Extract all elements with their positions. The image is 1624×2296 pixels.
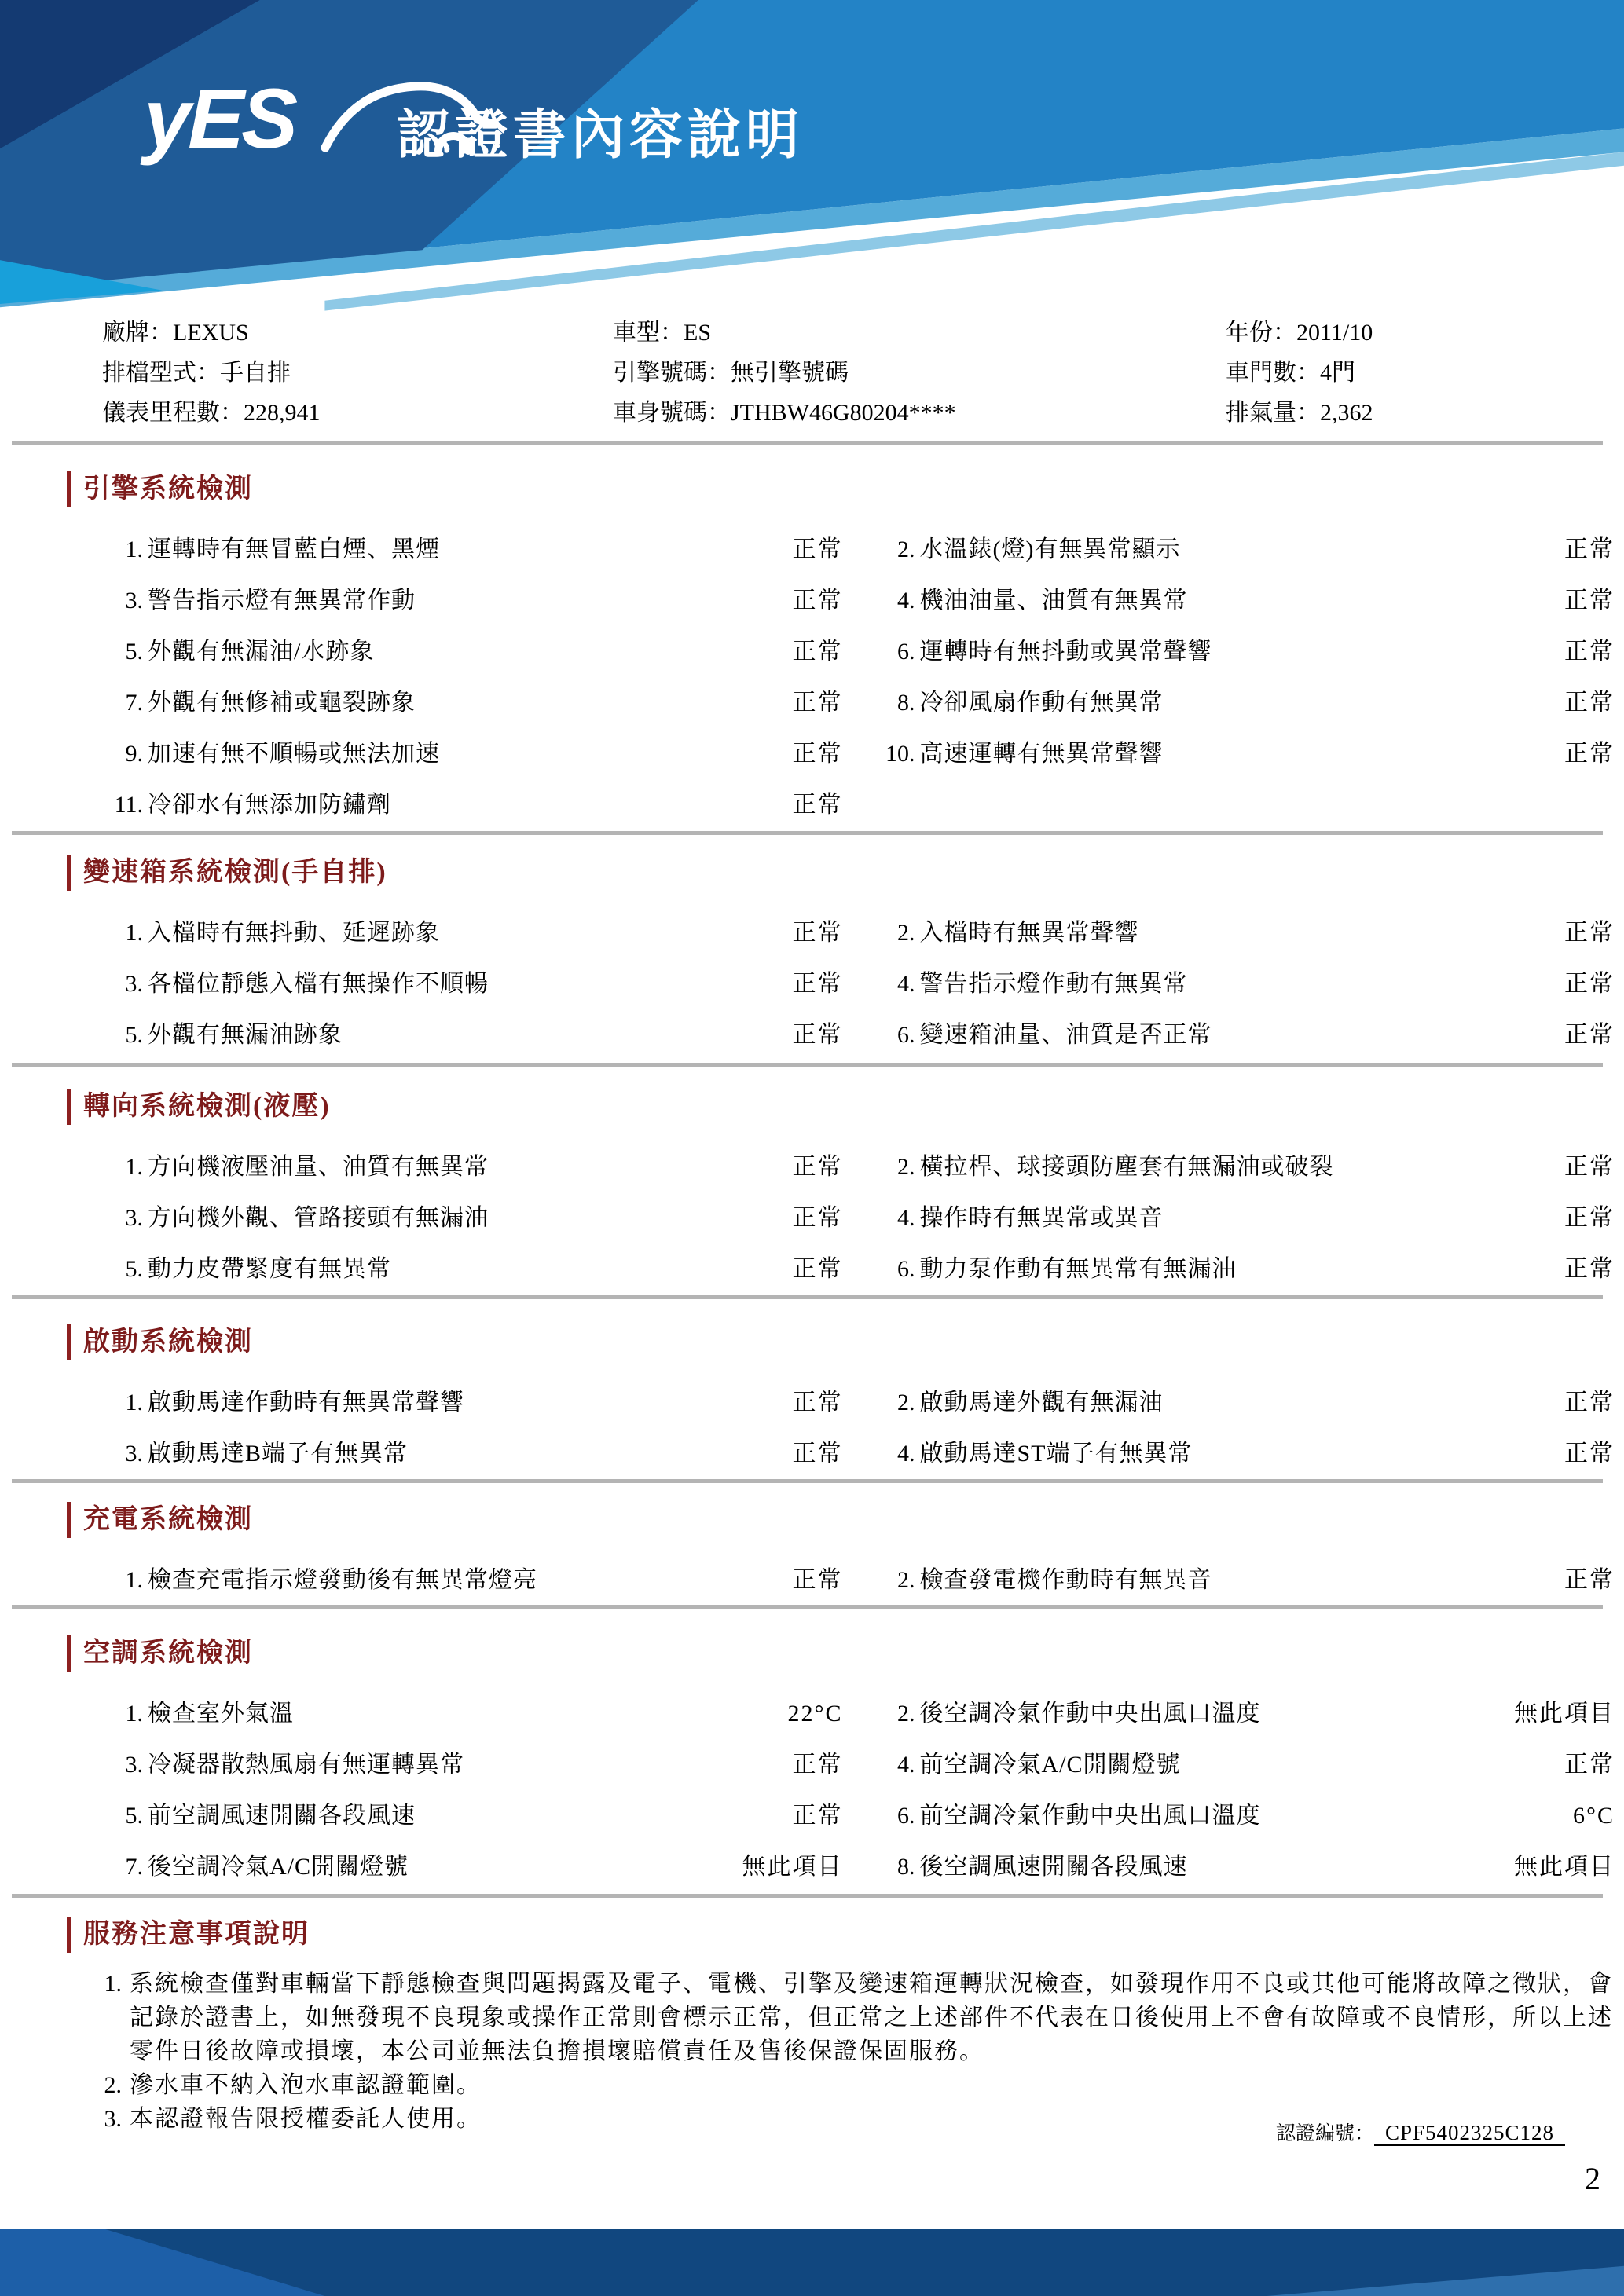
section-charging <box>67 1502 1615 1594</box>
item-text: 冷卻水有無添加防鏽劑 <box>148 792 391 818</box>
item-number: 4. <box>897 1752 915 1778</box>
item-number: 5. <box>125 639 143 665</box>
inspection-item <box>874 1204 1615 1232</box>
note-number: 3. <box>104 2106 122 2132</box>
item-number: 1. <box>125 920 143 946</box>
section-title: 啟動系統檢測 <box>67 1324 1615 1360</box>
divider <box>12 1479 1603 1483</box>
inspection-items <box>67 1389 1615 1467</box>
item-number: 3. <box>125 1441 143 1467</box>
item-number: 2. <box>897 1390 915 1415</box>
item-number: 4. <box>897 971 915 997</box>
item-number: 1. <box>125 1567 143 1593</box>
item-value: 正常 <box>792 741 843 767</box>
item-value: 正常 <box>792 1022 843 1048</box>
item-number: 5. <box>125 1803 143 1829</box>
item-number: 5. <box>125 1022 143 1048</box>
divider <box>12 1894 1603 1898</box>
item-text: 啟動馬達外觀有無漏油 <box>919 1390 1164 1415</box>
section-air-conditioning <box>67 1635 1615 1880</box>
item-number: 2. <box>897 536 915 562</box>
item-value: 無此項目 <box>1514 1854 1615 1880</box>
item-number: 5. <box>125 1256 143 1282</box>
item-value: 正常 <box>1564 1256 1615 1282</box>
item-number: 1. <box>125 1701 143 1727</box>
item-value: 正常 <box>792 536 843 562</box>
section-title: 轉向系統檢測(液壓) <box>67 1089 1615 1125</box>
vehicle-info-row <box>102 313 1615 353</box>
item-text: 後空調冷氣A/C開關燈號 <box>148 1854 409 1880</box>
inspection-item <box>102 1700 843 1727</box>
item-text: 檢查發電機作動時有無異音 <box>919 1567 1212 1593</box>
section-starting <box>67 1324 1615 1467</box>
item-value: 正常 <box>792 1803 843 1829</box>
item-text: 後空調冷氣作動中央出風口溫度 <box>919 1701 1261 1727</box>
item-text: 後空調風速開關各段風速 <box>919 1854 1188 1880</box>
inspection-item <box>102 1802 843 1829</box>
inspection-item <box>874 587 1615 614</box>
item-text: 檢查室外氣溫 <box>148 1701 294 1727</box>
notes-list <box>67 1967 1615 2136</box>
item-number: 1. <box>125 1154 143 1180</box>
item-number: 1. <box>125 1390 143 1415</box>
item-text: 橫拉桿、球接頭防塵套有無漏油或破裂 <box>919 1154 1334 1180</box>
inspection-item <box>874 970 1615 998</box>
item-value: 正常 <box>792 1441 843 1467</box>
inspection-item <box>102 1853 843 1880</box>
item-text: 啟動馬達ST端子有無異常 <box>919 1441 1193 1467</box>
inspection-item <box>874 1802 1615 1829</box>
item-value: 正常 <box>1564 920 1615 946</box>
item-value: 正常 <box>1564 536 1615 562</box>
inspection-item <box>874 1021 1615 1049</box>
section-transmission <box>67 855 1615 1049</box>
item-number: 2. <box>897 1567 915 1593</box>
item-text: 警告指示燈有無異常作動 <box>148 588 416 613</box>
item-text: 方向機外觀、管路接頭有無漏油 <box>148 1205 489 1231</box>
item-text: 啟動馬達作動時有無異常聲響 <box>148 1390 464 1415</box>
inspection-items <box>67 919 1615 1049</box>
vehicle-info <box>102 313 1615 433</box>
item-value: 正常 <box>792 1205 843 1231</box>
item-number: 8. <box>897 1854 915 1880</box>
item-value: 正常 <box>792 1567 843 1593</box>
vehicle-info-row <box>102 353 1615 393</box>
inspection-item <box>874 536 1615 563</box>
item-number: 1. <box>125 536 143 562</box>
inspection-items <box>67 1153 1615 1283</box>
page-title: 認證書內容說明 <box>397 105 805 165</box>
item-value: 正常 <box>1564 971 1615 997</box>
inspection-item <box>102 689 843 716</box>
inspection-item <box>102 970 843 998</box>
item-number: 3. <box>125 971 143 997</box>
item-text: 各檔位靜態入檔有無操作不順暢 <box>148 971 489 997</box>
item-text: 水溫錶(燈)有無異常顯示 <box>919 536 1181 562</box>
item-number: 6. <box>897 639 915 665</box>
vehicle-info-row <box>102 393 1615 433</box>
inspection-item <box>102 1153 843 1181</box>
item-value: 正常 <box>792 920 843 946</box>
item-text: 啟動馬達B端子有無異常 <box>148 1441 409 1467</box>
cert-number: CPF5402325C128 <box>1374 2121 1565 2146</box>
divider <box>12 1605 1603 1609</box>
item-number: 7. <box>125 690 143 716</box>
inspection-item <box>874 1153 1615 1181</box>
item-text: 警告指示燈作動有無異常 <box>919 971 1188 997</box>
item-number: 2. <box>897 1701 915 1727</box>
item-text: 外觀有無漏油/水跡象 <box>148 639 375 665</box>
info-vin: 車身號碼：JTHBW46G80204**** <box>613 400 956 426</box>
divider <box>12 1063 1603 1067</box>
note-text: 本認證報告限授權委託人使用。 <box>130 2106 482 2132</box>
item-value: 正常 <box>1564 1567 1615 1593</box>
item-text: 前空調風速開關各段風速 <box>148 1803 416 1829</box>
item-value: 正常 <box>1564 690 1615 716</box>
item-text: 外觀有無修補或龜裂跡象 <box>148 690 416 716</box>
item-value: 正常 <box>1564 1022 1615 1048</box>
item-value: 正常 <box>792 1256 843 1282</box>
item-number: 3. <box>125 1205 143 1231</box>
item-value: 正常 <box>792 1752 843 1778</box>
info-mileage: 儀表里程數：228,941 <box>102 400 321 426</box>
yes-logo: yES <box>144 71 295 166</box>
inspection-item <box>874 740 1615 767</box>
inspection-item <box>102 1751 843 1778</box>
inspection-item <box>874 1389 1615 1416</box>
info-year: 年份：2011/10 <box>1226 320 1373 346</box>
item-number: 6. <box>897 1803 915 1829</box>
page-number: 2 <box>1585 2161 1600 2196</box>
item-text: 入檔時有無異常聲響 <box>919 920 1139 946</box>
inspection-item <box>102 638 843 665</box>
note-text: 滲水車不納入泡水車認證範圍。 <box>130 2072 482 2098</box>
divider <box>12 831 1603 835</box>
divider <box>12 1295 1603 1299</box>
item-text: 機油油量、油質有無異常 <box>919 588 1188 613</box>
cert-label: 認證編號： <box>1275 2123 1374 2144</box>
item-value: 正常 <box>792 588 843 613</box>
item-value: 無此項目 <box>1514 1701 1615 1727</box>
inspection-item <box>874 1440 1615 1467</box>
inspection-item <box>874 919 1615 947</box>
section-title: 引擎系統檢測 <box>67 471 1615 507</box>
item-text: 動力皮帶緊度有無異常 <box>148 1256 391 1282</box>
section-title: 服務注意事項說明 <box>67 1917 1615 1953</box>
inspection-item <box>102 1566 843 1594</box>
item-text: 運轉時有無抖動或異常聲響 <box>919 639 1212 665</box>
info-model: 車型：ES <box>613 320 712 346</box>
inspection-item <box>102 791 843 818</box>
item-text: 檢查充電指示燈發動後有無異常燈亮 <box>148 1567 537 1593</box>
info-engine-no: 引擎號碼：無引擎號碼 <box>613 360 849 386</box>
note-number: 1. <box>104 1971 122 1997</box>
item-number: 8. <box>897 690 915 716</box>
item-text: 前空調冷氣作動中央出風口溫度 <box>919 1803 1261 1829</box>
item-text: 冷凝器散熱風扇有無運轉異常 <box>148 1752 464 1778</box>
item-value: 正常 <box>792 1390 843 1415</box>
inspection-item <box>102 536 843 563</box>
item-value: 正常 <box>792 639 843 665</box>
section-title: 充電系統檢測 <box>67 1502 1615 1538</box>
section-steering <box>67 1089 1615 1283</box>
inspection-item <box>102 1255 843 1283</box>
item-number: 10. <box>885 741 915 767</box>
item-value: 正常 <box>1564 1390 1615 1415</box>
inspection-items <box>67 1700 1615 1880</box>
item-text: 加速有無不順暢或無法加速 <box>148 741 440 767</box>
item-number: 4. <box>897 588 915 613</box>
item-value: 正常 <box>1564 1205 1615 1231</box>
inspection-item <box>102 1440 843 1467</box>
inspection-item <box>874 1751 1615 1778</box>
inspection-item <box>874 1700 1615 1727</box>
inspection-item <box>102 1021 843 1049</box>
item-number: 4. <box>897 1441 915 1467</box>
item-value: 6°C <box>1572 1803 1615 1829</box>
inspection-items <box>67 1566 1615 1594</box>
item-number: 9. <box>125 741 143 767</box>
item-value: 正常 <box>792 792 843 818</box>
inspection-item <box>874 638 1615 665</box>
item-text: 冷卻風扇作動有無異常 <box>919 690 1164 716</box>
note-item <box>89 2068 1615 2102</box>
item-text: 方向機液壓油量、油質有無異常 <box>148 1154 489 1180</box>
item-value: 正常 <box>1564 639 1615 665</box>
inspection-item <box>874 689 1615 716</box>
inspection-item <box>102 1204 843 1232</box>
note-item <box>89 1967 1615 2068</box>
item-text: 操作時有無異常或異音 <box>919 1205 1164 1231</box>
item-value: 正常 <box>792 690 843 716</box>
info-gearbox: 排檔型式：手自排 <box>102 360 291 386</box>
item-text: 前空調冷氣A/C開關燈號 <box>919 1752 1181 1778</box>
item-number: 3. <box>125 588 143 613</box>
item-number: 6. <box>897 1022 915 1048</box>
footer-banner <box>0 2229 1624 2296</box>
inspection-item <box>874 1853 1615 1880</box>
item-number: 6. <box>897 1256 915 1282</box>
section-engine <box>67 471 1615 818</box>
cert-number-line <box>1276 2118 1565 2146</box>
item-text: 高速運轉有無異常聲響 <box>919 741 1164 767</box>
item-value: 正常 <box>1564 1441 1615 1467</box>
inspection-item <box>874 1255 1615 1283</box>
item-value: 正常 <box>792 1154 843 1180</box>
item-number: 3. <box>125 1752 143 1778</box>
item-text: 運轉時有無冒藍白煙、黑煙 <box>148 536 440 562</box>
divider <box>12 441 1603 445</box>
note-text: 系統檢查僅對車輛當下靜態檢查與問題揭露及電子、電機、引擎及變速箱運轉狀況檢查，如發現作用不良或其他可能將故障之徵狀，會記錄於證書上，如無發現不良現象或操作正常則會標示正常，但正常之上述部件不代表在日後使用上不會有故障或不良情形，所以上述零件日後故障或損壞，本公司並無法負擔損壞賠償責任及售後保證保固服務。 <box>130 1971 1613 2064</box>
item-number: 4. <box>897 1205 915 1231</box>
item-value: 22°C <box>787 1701 843 1727</box>
item-value: 正常 <box>1564 1752 1615 1778</box>
item-value: 正常 <box>1564 588 1615 613</box>
section-service-notes <box>67 1917 1615 2136</box>
item-text: 入檔時有無抖動、延遲跡象 <box>148 920 440 946</box>
section-title: 變速箱系統檢測(手自排) <box>67 855 1615 891</box>
item-value: 無此項目 <box>742 1854 843 1880</box>
item-value: 正常 <box>1564 741 1615 767</box>
section-title: 空調系統檢測 <box>67 1635 1615 1672</box>
inspection-item <box>102 1389 843 1416</box>
item-value: 正常 <box>792 971 843 997</box>
item-number: 2. <box>897 1154 915 1180</box>
info-brand: 廠牌：LEXUS <box>102 320 249 346</box>
item-number: 7. <box>125 1854 143 1880</box>
info-displacement: 排氣量：2,362 <box>1226 400 1373 426</box>
header-banner <box>0 0 1624 338</box>
item-text: 變速箱油量、油質是否正常 <box>919 1022 1212 1048</box>
inspection-item <box>102 919 843 947</box>
item-text: 外觀有無漏油跡象 <box>148 1022 343 1048</box>
item-number: 11. <box>114 792 143 818</box>
inspection-items <box>67 536 1615 818</box>
inspection-item <box>102 587 843 614</box>
item-text: 動力泵作動有無異常有無漏油 <box>919 1256 1237 1282</box>
note-number: 2. <box>104 2072 122 2098</box>
info-doors: 車門數：4門 <box>1226 360 1355 386</box>
item-number: 2. <box>897 920 915 946</box>
item-value: 正常 <box>1564 1154 1615 1180</box>
inspection-item <box>102 740 843 767</box>
inspection-item <box>874 1566 1615 1594</box>
